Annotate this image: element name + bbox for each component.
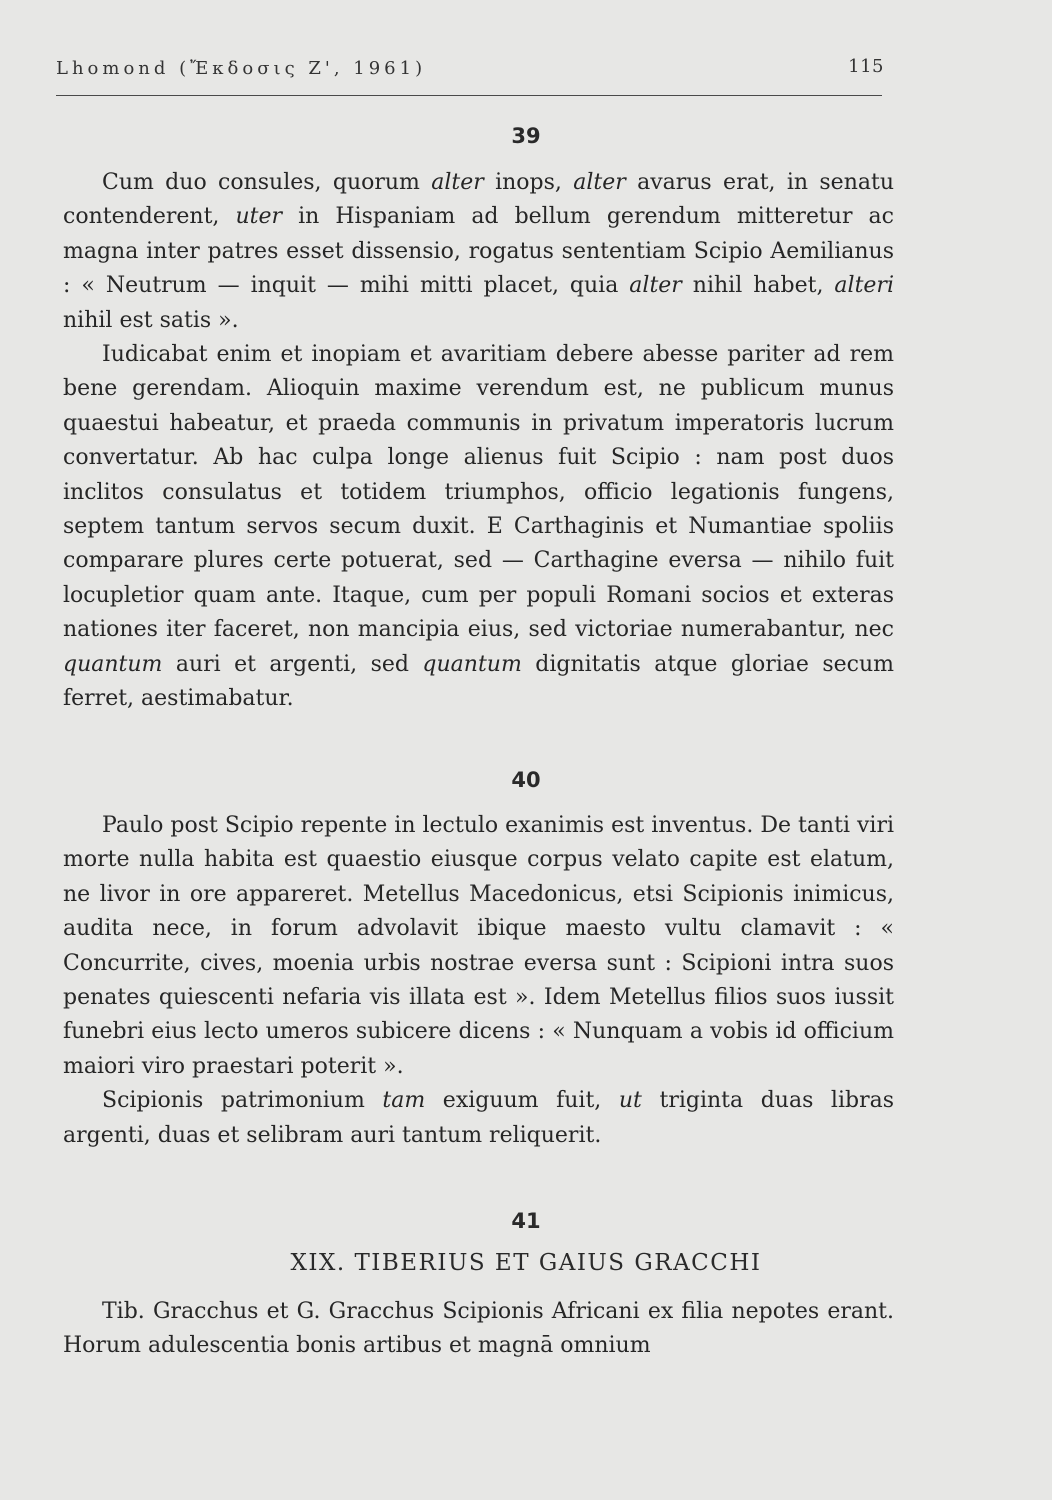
italic-text: alter bbox=[573, 170, 626, 195]
italic-text: uter bbox=[235, 204, 283, 230]
italic-text: ut bbox=[618, 1088, 642, 1114]
italic-text: alter bbox=[629, 273, 682, 299]
text-run: Paulo post Scipio repente in lectulo exanimis est inventus. De tanti viri morte nulla habita est quaestio eiusque corpus velato capite est elatum, ne livor in ore appareret. Metellus Macedonicus, etsi Scipionis inimicus, audita nece, in forum advolavit ibique maesto vultu clamavit : « Concurrite, cives, moenia urbis nostrae eversa sunt : Scipioni intra suos penates quiescenti nefaria vis illata est ». Idem Metellus filios suos iussit funebri eius lecto umeros subicere dicens : « Nunquam a vobis id officium maiori viro praestari poterit ». bbox=[63, 813, 894, 1079]
running-title: Lhomond (Ἔκδοσις Ζ', 1961) bbox=[56, 58, 427, 79]
text-run: exiguum fuit, bbox=[425, 1088, 619, 1114]
header-rule bbox=[56, 95, 882, 96]
section-number-40: 40 bbox=[511, 768, 541, 792]
paragraph bbox=[63, 1084, 894, 1153]
italic-text: quantum bbox=[63, 651, 163, 677]
text-run: auri et argenti, sed bbox=[162, 651, 423, 677]
section-39-text bbox=[63, 166, 894, 717]
paragraph bbox=[63, 809, 894, 1084]
text-run: Cum duo consules, quorum bbox=[102, 170, 432, 195]
section-number-39: 39 bbox=[511, 124, 541, 148]
italic-text: alter bbox=[431, 170, 484, 195]
running-head bbox=[56, 56, 884, 79]
paragraph bbox=[63, 338, 894, 716]
section-41-text bbox=[63, 1295, 894, 1364]
chapter-title: XIX. TIBERIUS ET GAIUS GRACCHI bbox=[290, 1250, 762, 1276]
paragraph bbox=[63, 166, 894, 338]
page-number: 115 bbox=[848, 56, 884, 77]
italic-text: tam bbox=[382, 1088, 426, 1114]
paragraph bbox=[63, 1295, 894, 1364]
text-run: Scipionis patrimonium bbox=[102, 1088, 383, 1114]
section-number-41: 41 bbox=[511, 1209, 541, 1233]
text-run: Tib. Gracchus et G. Gracchus Scipionis Africani ex filia nepotes erant. Horum adulescentia bonis artibus et magnā omnium bbox=[63, 1299, 894, 1359]
italic-text: quantum bbox=[422, 651, 522, 677]
text-run: avarus erat, in senatu contenderent, bbox=[63, 170, 894, 230]
text-run: triginta duas libras argenti, duas et selibram auri tantum reliquerit. bbox=[63, 1088, 895, 1148]
text-run: nihil est satis ». bbox=[63, 307, 239, 333]
section-40-text bbox=[63, 809, 894, 1153]
text-run: Iudicabat enim et inopiam et avaritiam debere abesse pariter ad rem bene gerendam. Alioquin maxime verendum est, ne publicum munus quaestui habeatur, et praeda communis in privatum imperatoris lucrum convertatur. Ab hac culpa longe alienus fuit Scipio : nam post duos inclitos consulatus et totidem triumphos, officio legationis fungens, septem tantum servos secum duxit. E Carthaginis et Numantiae spoliis comparare plures certe potuerat, sed — Carthagine eversa — nihilo fuit locupletior quam ante. Itaque, cum per populi Romani socios et exteras nationes iter faceret, non mancipia eius, sed victoriae numerabantur, nec bbox=[63, 342, 894, 643]
text-run: nihil habet, bbox=[681, 273, 835, 299]
text-run: dignitatis atque gloriae secum ferret, aestimabatur. bbox=[63, 651, 894, 712]
text-run: inops, bbox=[483, 170, 574, 195]
text-run: in Hispaniam ad bellum gerendum mitteretur ac magna inter patres esset dissensio, rogatus sententiam Scipio Aemilianus : « Neutrum — inquit — mihi mitti placet, quia bbox=[63, 204, 894, 299]
italic-text: alteri bbox=[834, 273, 894, 299]
